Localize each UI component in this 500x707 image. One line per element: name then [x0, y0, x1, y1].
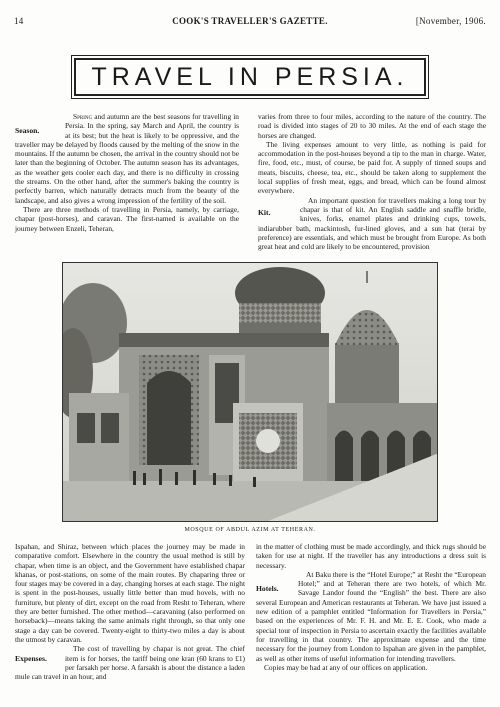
paragraph-methods: There are three methods of travelling in Persia, namely, by carriage, chapar (post-horses), and caravan. The first-named is available on the journey between Enzeli, Teheran, [15, 204, 239, 233]
paragraph-clothing: in the matter of clothing must be made accordingly, and thick rugs should be taken for use at night. If the traveller has any introductions a dress suit is necessary. [256, 542, 486, 570]
paragraph-copies: Copies may be had at any of our offices on application. [264, 662, 428, 672]
paragraph-cost: The cost of travelling by chapar is not great. The chief item is for horses, the tariff being one kran (60 krans to £1) per farsakh per horse. A farsakh is about the distance a laden mule can travel in an hour, and [15, 644, 245, 682]
upper-right-column [258, 112, 486, 251]
paragraph-hotels: At Baku there is the “Hotel Europe;” at Resht the “European Hotel;” and at Teheran there are two hotels, of which Mr. Savage Landor found the “English” the best. There are also several European and American restaurants at Teheran. We have just issued a new edition of a pamphlet entitled “Information for Travellers in Persia,” based on the experiences of Mr. F. H. and Mr. E. E. Cook, who made a special tour of inspection in Persia to ascertain exactly the facilities available for travelling in that country. The approximate expense and the time necessary for the journey from London to Ispahan are given in the pamphlet, as well as other items of useful information for intending travellers. [256, 569, 486, 663]
sidenote-hotels: Hotels. [256, 583, 279, 593]
sidenote-expenses: Expenses. [15, 654, 47, 664]
photo-caption: MOSQUE OF ABDUL AZIM AT TEHERAN. [184, 527, 316, 533]
sidenote-kit: Kit. [258, 207, 271, 217]
paragraph-stages: varies from three to four miles, according to the nature of the country. The road is divided into stages of 20 to 30 miles. At the end of each stage the horses are changed. [258, 112, 486, 140]
paragraph-living-expenses: The living expenses amount to very little, as nothing is paid for accommodation in the post-houses beyond a tip to the man in charge. Water, fire, food, etc., must, of course, be paid for. A supply of tinned soups and meats, biscuits, cheese, tea, etc., should be taken along to supplement the local supplies of fresh meat, eggs, and bread, which can be found almost everywhere. [258, 139, 486, 196]
running-head [14, 16, 486, 30]
paragraph-seasons: and autumn are the best seasons for travelling in Persia. In the spring, say March and April, the country is at its best; but the heat is likely to be oppressive, and the traveller may be delayed by floods caused by the melting of the snow in the mountains. If the autumn be chosen, the arrival in the country should not be later than the beginning of October. The autumn season has its advantages, as the weather gets cooler each day, and there is no difficulty in crossing the streams. On the other hand, after the summer's baking the country is perfectly barren, which naturally detracts much from the beauty of the landscape, and also gives a wrong impression of the fertility of the soil. [15, 112, 239, 205]
drop-word: Spring [73, 112, 93, 121]
article-title-box [74, 58, 426, 96]
lower-left-column [15, 542, 245, 681]
article-title: TRAVEL IN PERSIA. [91, 62, 409, 91]
mosque-illustration [63, 263, 438, 522]
paragraph-kit: An important question for travellers making a long tour by chapar is that of kit. An English saddle and snaffle bridle, knives, forks, enamel plates and drinking cups, towels, indiarubber bath, mackintosh, fur-lined gloves, and a sun hat (terai by preference) are essentials, and which must be brought from Europe. As both great heat and cold are likely to be encountered, provision [258, 195, 486, 252]
page-number: 14 [14, 16, 24, 26]
mosque-photograph [62, 262, 438, 522]
paragraph-chapar: Ispahan, and Shiraz, between which places the journey may be made in comparative comfort. Elsewhere in the country the usual method is still by chapar, when time is an object, and the Government have established chapar khanas, or post-stations, on some of the main routes. By chaparing three or four stages may be covered in a day, changing horses at each stage. The night is spent in the post-houses, usually little better than mud hovels, with no furniture, but plenty of dirt, except on the road from Resht to Teheran, where they are better furnished. The other method—caravaning (also performed on horseback)—means taking the same animals right through, so that only one stage a day can be covered. Twenty-eight to thirty-two miles a day is about the utmost by caravan. [15, 542, 245, 644]
issue-date: [November, 1906. [415, 16, 486, 26]
sidenote-season: Season. [15, 126, 40, 135]
publication-title: COOK'S TRAVELLER'S GAZETTE. [172, 16, 328, 26]
upper-left-column [15, 112, 239, 233]
lower-right-column [256, 542, 486, 672]
